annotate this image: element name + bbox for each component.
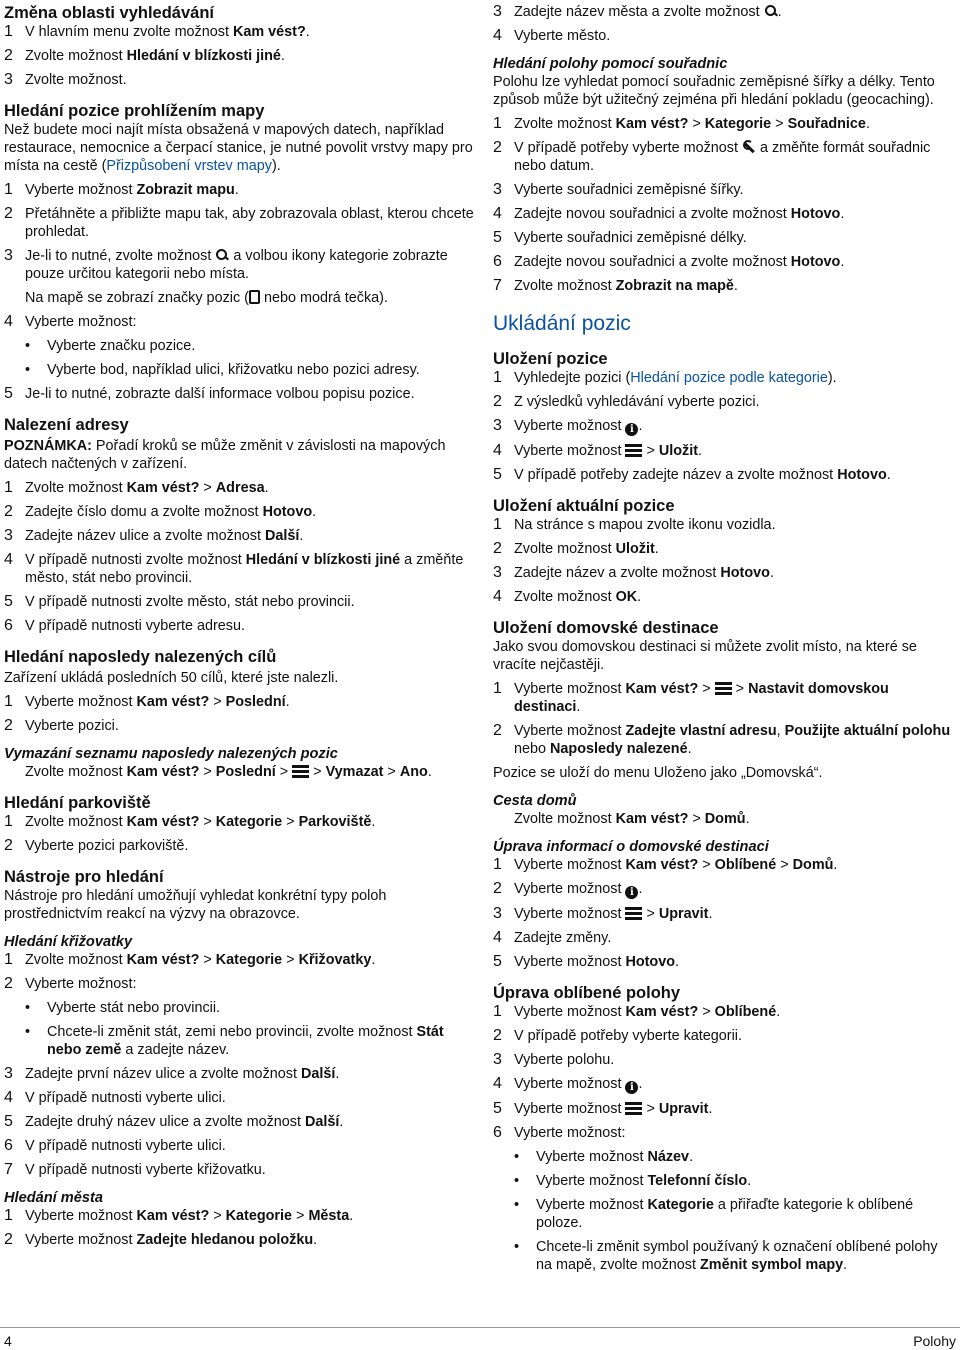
step: 3 Je-li to nutné, zvolte možnost a volbou ikony kategorie zobrazte pouze určitou kategorii nebo místa.	[4, 247, 448, 282]
bullet: • Vyberte možnost Kategorie a přiřaďte kategorie k oblíbené poloze.	[493, 1196, 955, 1232]
step: 2 Přetáhněte a přibližte mapu tak, aby zobrazovala oblast, kterou chcete prohledat.	[4, 205, 474, 240]
section-title-search-tools: Nástroje pro hledání	[4, 868, 164, 886]
step: 2 Zadejte číslo domu a zvolte možnost Hotovo.	[4, 503, 317, 520]
search-icon	[764, 4, 778, 18]
step: 4 Zadejte novou souřadnici a zvolte možnost Hotovo.	[493, 205, 845, 222]
note: POZNÁMKA: Pořadí kroků se může změnit v závislosti na mapových datech načtených v zařízení.	[4, 438, 446, 472]
step: 5 V případě nutnosti zvolte město, stát nebo provincii.	[4, 593, 355, 610]
step: 1 Na stránce s mapou zvolte ikonu vozidla.	[493, 516, 776, 533]
section-title: Uložení pozice	[493, 350, 608, 368]
menu-icon	[715, 682, 732, 695]
step: 2 Z výsledků vyhledávání vyberte pozici.	[493, 393, 760, 410]
step: 2 Zvolte možnost Hledání v blízkosti jiné.	[4, 47, 285, 64]
step: 6 V případě nutnosti vyberte ulici.	[4, 1137, 226, 1154]
section-title: Uložení aktuální pozice	[493, 497, 675, 515]
step: 4 V případě nutnosti zvolte možnost Hledání v blízkosti jiné a změňte město, stát nebo provincii.	[4, 551, 464, 586]
step: 2 Vyberte pozici.	[4, 717, 119, 734]
step: 3 Zadejte název města a zvolte možnost .	[493, 3, 782, 20]
paragraph: Zařízení ukládá posledních 50 cílů, které jste nalezli.	[4, 670, 339, 686]
info-icon: i	[625, 423, 638, 436]
section-title-find-address: Nalezení adresy	[4, 416, 129, 434]
footer-section-name: Polohy	[913, 1333, 956, 1349]
link-map-layers[interactable]: Přizpůsobení vrstev mapy	[106, 158, 272, 174]
step: 1 Zvolte možnost Kam vést? > Kategorie > Souřadnice.	[493, 115, 870, 132]
step: 2 Vyberte možnost i .	[493, 880, 643, 898]
step: 2 Zvolte možnost Uložit.	[493, 540, 659, 557]
section-title: Uložení domovské destinace	[493, 619, 719, 637]
step: 5 Vyberte možnost > Upravit.	[493, 1100, 713, 1117]
step: 3 Vyberte možnost > Upravit.	[493, 905, 713, 922]
step: 3 Vyberte polohu.	[493, 1051, 615, 1068]
step: 2 Vyberte možnost Zadejte hledanou položku.	[4, 1231, 318, 1248]
section-title: Úprava oblíbené polohy	[493, 984, 681, 1002]
step: 4 Zvolte možnost OK.	[493, 588, 642, 605]
page-footer	[0, 1327, 960, 1349]
info-icon: i	[625, 1081, 638, 1094]
step: 6 Vyberte možnost:	[493, 1124, 626, 1141]
subsection-title: Hledání města	[4, 1190, 103, 1206]
right-column	[493, 0, 955, 1274]
menu-icon	[292, 765, 309, 778]
step: 1 Zvolte možnost Kam vést? > Kategorie > Křižovatky.	[4, 951, 376, 968]
step: 4 Vyberte možnost > Uložit.	[493, 442, 703, 459]
step: 6 Zadejte novou souřadnici a zvolte možnost Hotovo.	[493, 253, 845, 270]
step: 1 Vyberte možnost Kam vést? > Kategorie > Města.	[4, 1207, 354, 1224]
page-number: 4	[4, 1333, 12, 1349]
subsection-title: Hledání polohy pomocí souřadnic	[493, 56, 728, 72]
bullet: • Vyberte bod, například ulici, křižovatku nebo pozici adresy.	[4, 361, 474, 379]
step: 1 Vyberte možnost Kam vést? > > Nastavit domovskou destinaci.	[493, 680, 889, 715]
step: 3 Zvolte možnost.	[4, 71, 127, 88]
step: 1 Vyhledejte pozici (Hledání pozice podle kategorie).	[493, 369, 837, 386]
step: 7 V případě nutnosti vyberte křižovatku.	[4, 1161, 266, 1178]
step: 2 V případě potřeby vyberte kategorii.	[493, 1027, 742, 1044]
step: 6 V případě nutnosti vyberte adresu.	[4, 617, 245, 634]
step: 2 Vyberte možnost:	[4, 975, 137, 992]
step: 3 Zadejte název a zvolte možnost Hotovo.	[493, 564, 774, 581]
paragraph: Nástroje pro hledání umožňují vyhledat konkrétní typy poloh prostřednictvím reakcí na výzvy na obrazovce.	[4, 888, 387, 922]
bullet: • Vyberte stát nebo provincii.	[4, 999, 474, 1017]
subsection-title: Úprava informací o domovské destinaci	[493, 839, 769, 855]
step: 3 Zadejte název ulice a zvolte možnost Další.	[4, 527, 304, 544]
step: 2 Vyberte pozici parkoviště.	[4, 837, 189, 854]
paragraph: Polohu lze vyhledat pomocí souřadnic zeměpisné šířky a délky. Tento způsob může být užitečný zejména při hledání pokladu (geocaching).	[493, 74, 935, 108]
menu-icon	[625, 444, 642, 457]
subsection-title: Vymazání seznamu naposledy nalezených pozic	[4, 746, 338, 762]
step: 1 V hlavním menu zvolte možnost Kam vést?.	[4, 23, 310, 40]
bullet: • Vyberte možnost Název.	[493, 1148, 955, 1166]
step: 5 Vyberte možnost Hotovo.	[493, 953, 680, 970]
step: 1 Vyberte možnost Kam vést? > Oblíbené.	[493, 1003, 781, 1020]
step: Zvolte možnost Kam vést? > Domů.	[514, 811, 750, 827]
section-title-parking: Hledání parkoviště	[4, 794, 151, 812]
pin-icon	[249, 290, 260, 304]
step: 2 V případě potřeby vyberte možnost a změňte formát souřadnic nebo datum.	[493, 139, 931, 174]
step: 1 Vyberte možnost Kam vést? > Poslední.	[4, 693, 290, 710]
info-icon: i	[625, 886, 638, 899]
bullet: • Chcete-li změnit stát, zemi nebo provincii, zvolte možnost Stát nebo země a zadejte název.	[4, 1023, 474, 1059]
step: 7 Zvolte možnost Zobrazit na mapě.	[493, 277, 738, 294]
step: 4 V případě nutnosti vyberte ulici.	[4, 1089, 226, 1106]
step: Zvolte možnost Kam vést? > Poslední > > Vymazat > Ano.	[25, 764, 432, 780]
step: 4 Zadejte změny.	[493, 929, 612, 946]
step: 3 Vyberte souřadnici zeměpisné šířky.	[493, 181, 744, 198]
bullet: • Vyberte možnost Telefonní číslo.	[493, 1172, 955, 1190]
section-title-change-search-area: Změna oblasti vyhledávání	[4, 4, 214, 22]
step: 3 Vyberte možnost i .	[493, 417, 643, 435]
chapter-title-saving: Ukládání pozic	[493, 312, 631, 335]
subsection-title: Hledání křižovatky	[4, 934, 133, 950]
left-column	[4, 0, 474, 1249]
step: 4 Vyberte možnost:	[4, 313, 137, 330]
step: 5 Vyberte souřadnici zeměpisné délky.	[493, 229, 747, 246]
menu-icon	[625, 1102, 642, 1115]
section-title-browse-map: Hledání pozice prohlížením mapy	[4, 102, 265, 120]
subsection-title: Cesta domů	[493, 793, 577, 809]
step: 1 Zvolte možnost Kam vést? > Adresa.	[4, 479, 269, 496]
step: 5 Je-li to nutné, zobrazte další informace volbou popisu pozice.	[4, 385, 415, 402]
search-icon	[215, 248, 229, 262]
paragraph: Jako svou domovskou destinaci si můžete zvolit místo, na které se vracíte nejčastěji.	[493, 639, 917, 673]
step: 3 Zadejte první název ulice a zvolte možnost Další.	[4, 1065, 340, 1082]
wrench-icon	[742, 140, 756, 154]
paragraph: Pozice se uloží do menu Uloženo jako „Domovská“.	[493, 765, 823, 781]
link-category-search[interactable]: Hledání pozice podle kategorie	[630, 370, 828, 386]
step: 1 Zvolte možnost Kam vést? > Kategorie > Parkoviště.	[4, 813, 376, 830]
bullet: • Chcete-li změnit symbol používaný k označení oblíbené polohy na mapě, zvolte možnost Změnit symbol mapy.	[493, 1238, 955, 1274]
section-title-recent: Hledání naposledy nalezených cílů	[4, 648, 277, 666]
bullet: • Vyberte značku pozice.	[4, 337, 474, 355]
menu-icon	[625, 907, 642, 920]
step: 2 Vyberte možnost Zadejte vlastní adresu, Použijte aktuální polohu nebo Naposledy nalezené.	[493, 722, 951, 757]
step: 5 Zadejte druhý název ulice a zvolte možnost Další.	[4, 1113, 344, 1130]
step: 4 Vyberte město.	[493, 27, 611, 44]
note: Na mapě se zobrazí značky pozic ( nebo modrá tečka).	[25, 290, 388, 306]
step: 4 Vyberte možnost i .	[493, 1075, 643, 1093]
step: 1 Vyberte možnost Zobrazit mapu.	[4, 181, 239, 198]
step: 1 Vyberte možnost Kam vést? > Oblíbené > Domů.	[493, 856, 838, 873]
paragraph: Než budete moci najít místa obsažená v mapových datech, například restaurace, nemocnice a čerpací stanice, je nutné povolit vrstvy mapy pro místa na cestě (Přizpůsobení vrstev mapy).	[4, 122, 473, 174]
step: 5 V případě potřeby zadejte název a zvolte možnost Hotovo.	[493, 466, 891, 483]
